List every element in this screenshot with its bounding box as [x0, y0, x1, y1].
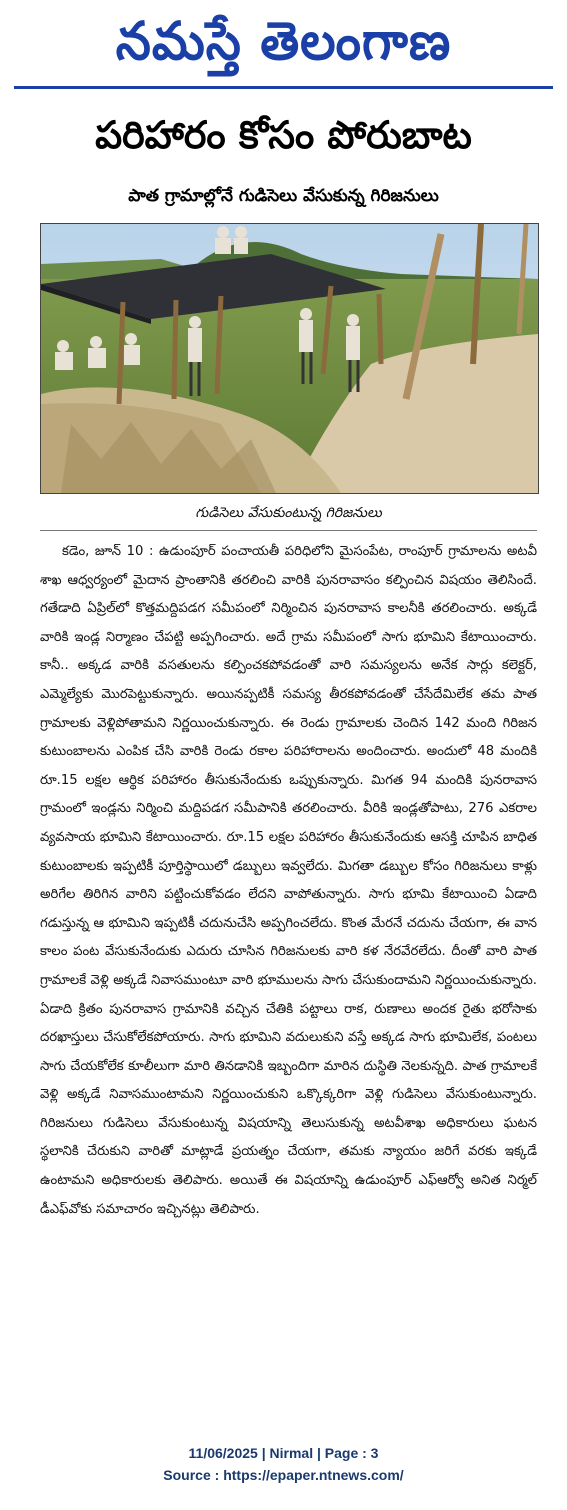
- photo-caption: గుడిసెలు వేసుకుంటున్న గిరిజనులు: [195, 505, 382, 521]
- article-body-paragraph: కడెం, జూన్ 10 : ఉడుంపూర్ పంచాయతీ పరిధిలోని మైసంపేట, రాంపూర్ గ్రామాలను అటవీ శాఖ ఆధ్వర్యంలో మైదాన ప్రాంతానికి తరలించి వారికి పునరావాసం కల్పించిన విషయం తెలిసిందే. గతేడాది ఏప్రిల్‌లో కొత్తమద్దిపడగ సమీపంలో నిర్మించిన పునరావాస కాలనీకి తరలించారు. అక్కడే వారికి ఇండ్ల నిర్మాణం చేపట్టి అప్పగించారు. అదే గ్రామ సమీపంలో సాగు భూమిని కేటాయించారు. కానీ.. అక్కడ వారికి వసతులను కల్పించకపోవడంతో వారి సమస్యలను అనేక సార్లు కలెక్టర్, ఎమ్మెల్యేకు మొరపెట్టుకున్నారు. అయినప్పటికీ సమస్య తీరకపోవడంతో చేసేదేమిలేక తమ పాత గ్రామాలకు వెళ్లిపోతామని నిర్ణయించుకున్నారు. ఈ రెండు గ్రామాలకు చెందిన 142 మంది గిరిజన కుటుంబాలను ఎంపిక చేసి వారికి రెండు రకాల పరిహారాలను అందించారు. అందులో 48 మందికి రూ.15 లక్షల ఆర్థిక పరిహారం తీసుకునేందుకు ఒప్పుకున్నారు. మిగత 94 మందికి పునరావాస గ్రామంలో ఇండ్లను నిర్మించి మద్దిపడగ సమీపానికి తరలించారు. వీరికి ఇండ్లతోపాటు, 276 ఎకరాల వ్యవసాయ భూమిని కేటాయించారు. రూ.15 లక్షల పరిహారం తీసుకునేందుకు ఆసక్తి చూపిన బాధిత కుటుంబాలకు ఇప్పటికీ పూర్తిస్థాయిలో డబ్బులు ఇవ్వలేదు. మిగతా డబ్బుల కోసం గిరిజనులు కాళ్లు అరిగేల తిరిగిన వారిని పట్టించుకోవడం లేదని వాపోతున్నారు. సాగు భూమి కేటాయించి ఏడాది గడుస్తున్న ఆ భూమిని ఇప్పటికీ చదునుచేసి అప్పగించలేదు. కొంత మేరనే చదును చేయగా, ఈ వాన కాలం పంట వేసుకునేందుకు ఎదురు చూసిన గిరిజనులకు వారి కళ నేరవేరలేదు. దీంతో వారి పాత గ్రామాలకే వెళ్లి అక్కడే నివాసముంటూ వారి భూములను సాగు చేసుకుందామని నిర్ణయించుకున్నారు. ఏడాది క్రితం పునరావాస గ్రామానికి వచ్చిన చేతికి పట్టాలు రాక, రుణాలు అందక రైతు భరోసాకు దరఖాస్తులు చేసుకోలేకపోయారు. సాగు భూమిని వదులుకుని వస్తే అక్కడ సాగు భూమిలేక, పంటలు సాగు చేయకోలేక కూలీలుగా మారి తినడానికి ఇబ్బందిగా మారిన దుస్థితి నెలకున్నది. పాత గ్రామాలకే వెళ్లి అక్కడే నివాసముంటామని నిర్ణయించుకుని ఒక్కొక్కరిగా వెళ్లి గుడిసెలు వేసుకుంటున్నారు. గిరిజనులు గుడిసెలు వేసుకుంటున్న విషయాన్ని తెలుసుకున్న అటవీశాఖ అధికారులు ఘటన స్థలానికి చేరుకుని వారితో మాట్లాడే ప్రయత్నం చేయగా, తమకు న్యాయం జరిగే వరకు ఇక్కడే ఉంటామని అధికారులకు తెలిపారు. అయితే ఈ విషయాన్ని ఉడుంపూర్ ఎఫ్ఆర్వో అనిత నిర్మల్ డీఎఫ్‌వోకు సమాచారం ఇచ్చినట్లు తెలిపారు.: [40, 544, 537, 1217]
- article-photo: [40, 223, 539, 494]
- source-link[interactable]: Source : https://epaper.ntnews.com/: [163, 1467, 404, 1483]
- edition-info: 11/06/2025 | Nirmal | Page : 3: [188, 1445, 379, 1461]
- article-body: [40, 538, 537, 1224]
- masthead-title: నమస్తే తెలంగాణ: [115, 10, 452, 72]
- article-headline: పరిహారం కోసం పోరుబాట: [95, 113, 472, 157]
- newspaper-masthead: [0, 6, 567, 76]
- masthead-divider: [14, 86, 553, 89]
- page-footer: [0, 1442, 567, 1486]
- caption-divider: [40, 530, 537, 531]
- article-subheadline: పాత గ్రామాల్లోనే గుడిసెలు వేసుకున్న గిరిజనులు: [128, 186, 439, 206]
